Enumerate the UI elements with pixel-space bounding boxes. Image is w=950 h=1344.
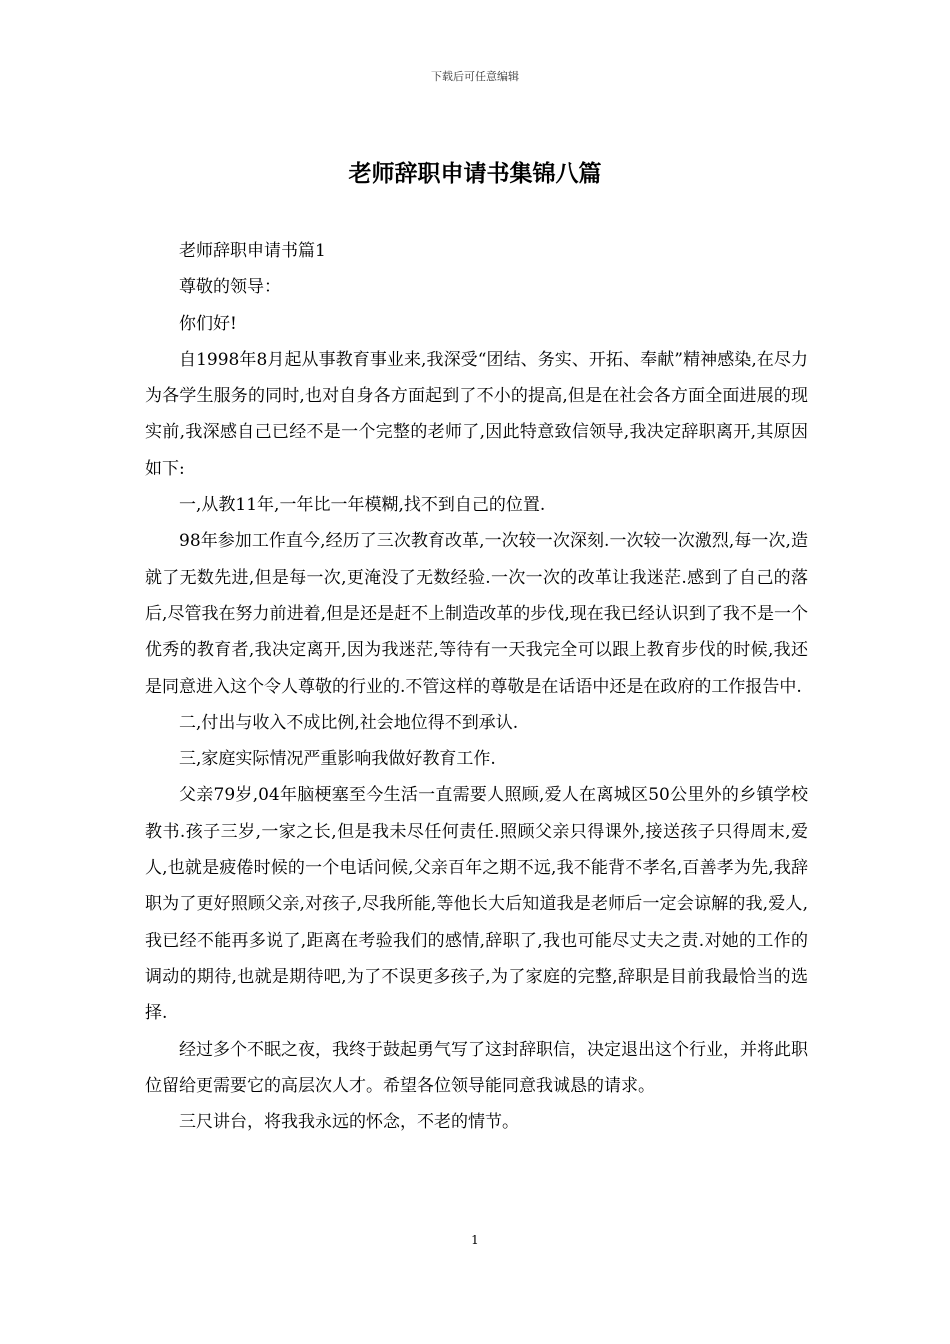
- body-paragraph: 二,付出与收入不成比例,社会地位得不到承认.: [179, 712, 519, 733]
- body-paragraph: 自1998年8月起从事教育事业来,我深受“团结、务实、开拓、奉献”精神感染,在尽力为各学生服务的同时,也对自身各方面起到了不小的提高,但是在社会各方面全面进展的现实前,我深感自己已经不是一个完整的老师了,因此特意致信领导,我决定辞职离开,其原因如下:: [145, 349, 808, 479]
- body-paragraph: 一,从教11年,一年比一年模糊,找不到自己的位置.: [179, 495, 546, 516]
- body-paragraph: 98年参加工作直今,经历了三次教育改革,一次较一次深刻.一次较一次激烈,每一次,造就了无数先进,但是每一次,更淹没了无数经验.一次一次的改革让我迷茫.感到了自己的落后,尽管我在努力前进着,但是还是赶不上制造改革的步伐,现在我已经认识到了我不是一个优秀的教育者,我决定离开,因为我迷茫,等待有一天我完全可以跟上教育步伐的时候,我还是同意进入这个令人尊敬的行业的.不管这样的尊敬是在话语中还是在政府的工作报告中.: [145, 531, 808, 697]
- document-body: [145, 233, 808, 1140]
- document-title: 老师辞职申请书集锦八篇: [348, 161, 602, 187]
- body-paragraph: 经过多个不眠之夜，我终于鼓起勇气写了这封辞职信，决定退出这个行业，并将此职位留给更需要它的高层次人才。希望各位领导能同意我诚恳的请求。: [145, 1039, 808, 1096]
- page-header-note: 下载后可任意编辑: [431, 70, 519, 83]
- section-heading: 老师辞职申请书篇1: [179, 241, 326, 261]
- page-number: 1: [471, 1233, 479, 1247]
- greeting: 你们好!: [179, 313, 237, 334]
- body-paragraph: 三,家庭实际情况严重影响我做好教育工作.: [179, 749, 496, 770]
- body-paragraph: 父亲79岁,04年脑梗塞至今生活一直需要人照顾,爱人在离城区50公里外的乡镇学校教书.孩子三岁,一家之长,但是我未尽任何责任.照顾父亲只得课外,接送孩子只得周末,爱人,也就是疲倦时候的一个电话问候,父亲百年之期不远,我不能背不孝名,百善孝为先,我辞职为了更好照顾父亲,对孩子,尽我所能,等他长大后知道我是老师后一定会谅解的我,爱人,我已经不能再多说了,距离在考验我们的感情,辞职了,我也可能尽丈夫之责.对她的工作的调动的期待,也就是期待吧,为了不误更多孩子,为了家庭的完整,辞职是目前我最恰当的选择.: [145, 785, 808, 1024]
- salutation: 尊敬的领导：: [179, 277, 281, 298]
- body-paragraph: 三尺讲台，将我我永远的怀念，不老的情节。: [179, 1112, 519, 1133]
